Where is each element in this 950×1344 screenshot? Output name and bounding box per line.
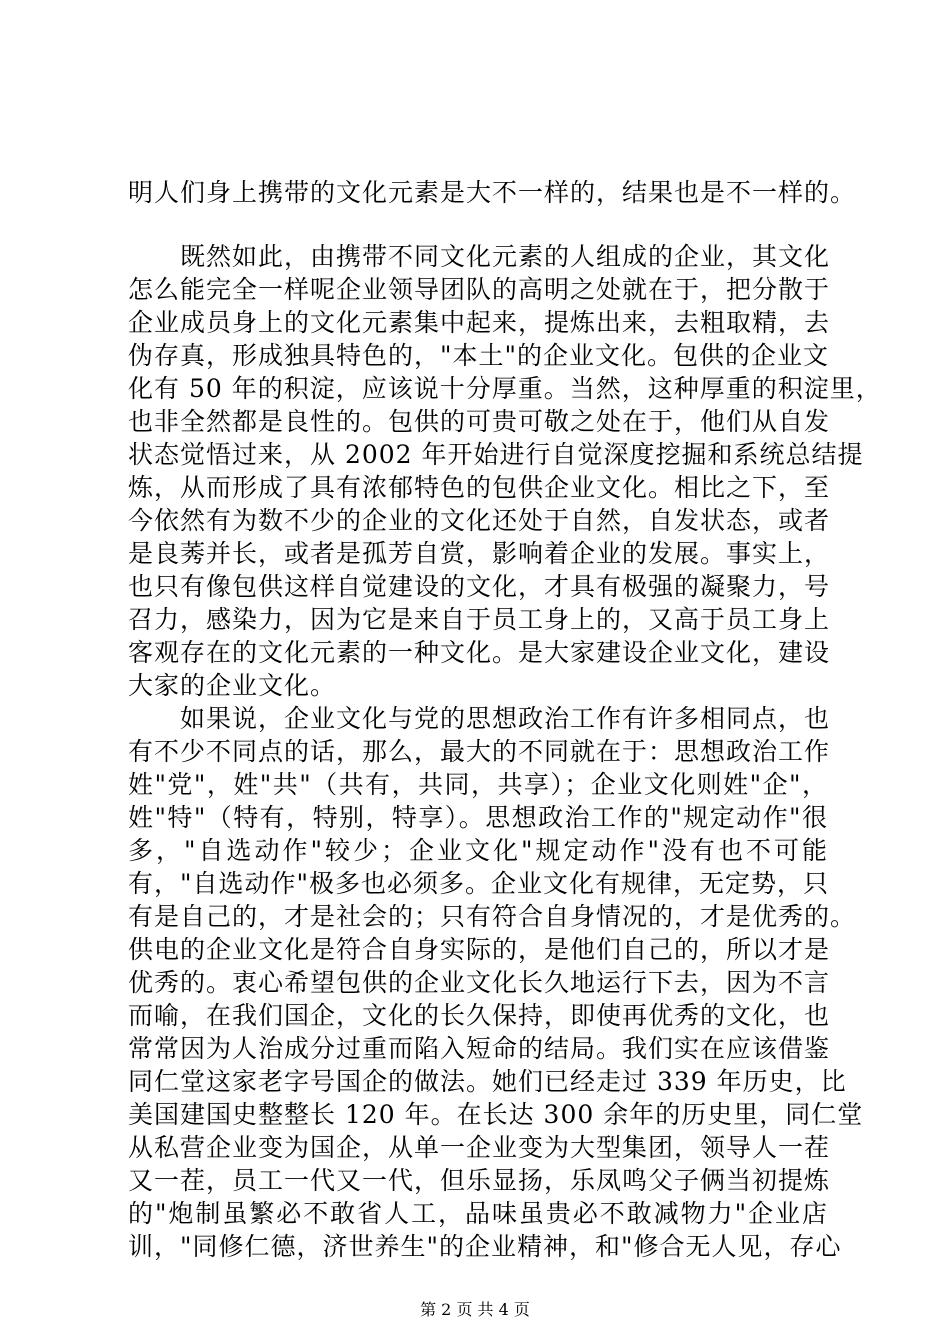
body-text-line: 化有 50 年的积淀，应该说十分厚重。当然，这种厚重的积淀里， xyxy=(128,374,882,403)
body-text-line: 多，"自选动作"较少；企业文化"规定动作"没有也不可能 xyxy=(128,836,828,865)
body-text-line: 优秀的。衷心希望包供的企业文化长久地运行下去，因为不言 xyxy=(128,968,831,997)
body-text-line: 训，"同修仁德，济世养生"的企业精神，和"修合无人见，存心 xyxy=(128,1232,842,1261)
body-text-line: 有是自己的，才是社会的；只有符合自身情况的，才是优秀的。 xyxy=(128,902,857,931)
body-text-line: 也非全然都是良性的。包供的可贵可敬之处在于，他们从自发 xyxy=(128,407,831,436)
body-text-line: 从私营企业变为国企，从单一企业变为大型集团，领导人一茬 xyxy=(128,1133,831,1162)
body-text-line: 既然如此，由携带不同文化元素的人组成的企业，其文化 xyxy=(128,242,831,271)
body-text-line: 的"炮制虽繁必不敢省人工，品味虽贵必不敢减物力"企业店 xyxy=(128,1199,828,1228)
body-text-line: 客观存在的文化元素的一种文化。是大家建设企业文化，建设 xyxy=(128,638,831,667)
body-text-line: 状态觉悟过来，从 2002 年开始进行自觉深度挖掘和系统总结提 xyxy=(128,440,864,469)
body-text-line: 大家的企业文化。 xyxy=(128,671,337,700)
body-text-line: 也只有像包供这样自觉建设的文化，才具有极强的凝聚力，号 xyxy=(128,572,831,601)
body-text-line: 有不少不同点的话，那么，最大的不同就在于：思想政治工作 xyxy=(128,737,831,766)
body-text-line: 美国建国史整整长 120 年。在长达 300 余年的历史里，同仁堂 xyxy=(128,1100,864,1129)
body-text-line: 明人们身上携带的文化元素是大不一样的，结果也是不一样的。 xyxy=(128,178,857,207)
body-text-line: 常常因为人治成分过重而陷入短命的结局。我们实在应该借鉴 xyxy=(128,1034,831,1063)
page-footer xyxy=(0,1300,950,1320)
body-text-line: 姓"党"，姓"共"（共有，共同，共享）；企业文化则姓"企"， xyxy=(128,770,828,799)
body-text-line: 企业成员身上的文化元素集中起来，提炼出来，去粗取精，去 xyxy=(128,308,831,337)
body-text-line: 如果说，企业文化与党的思想政治工作有许多相同点，也 xyxy=(128,704,831,733)
page-number-label: 第 2 页 共 4 页 xyxy=(420,1300,530,1319)
body-text-line: 炼，从而形成了具有浓郁特色的包供企业文化。相比之下，至 xyxy=(128,473,831,502)
body-text-line: 今依然有为数不少的企业的文化还处于自然，自发状态，或者 xyxy=(128,506,831,535)
body-text-line: 伪存真，形成独具特色的，"本土"的企业文化。包供的企业文 xyxy=(128,341,830,370)
body-text-line: 同仁堂这家老字号国企的做法。她们已经走过 339 年历史，比 xyxy=(128,1067,847,1096)
body-text-line: 姓"特"（特有，特别，特享）。思想政治工作的"规定动作"很 xyxy=(128,803,828,832)
body-text-line: 怎么能完全一样呢企业领导团队的高明之处就在于，把分散于 xyxy=(128,275,831,304)
body-text-line: 召力，感染力，因为它是来自于员工身上的，又高于员工身上 xyxy=(128,605,831,634)
body-text-line: 是良莠并长，或者是孤芳自赏，影响着企业的发展。事实上， xyxy=(128,539,831,568)
body-text-block xyxy=(128,240,882,1263)
body-text-line: 又一茬，员工一代又一代，但乐显扬，乐凤鸣父子俩当初提炼 xyxy=(128,1166,831,1195)
body-text-line: 有，"自选动作"极多也必须多。企业文化有规律，无定势，只 xyxy=(128,869,830,898)
body-text-line: 而喻，在我们国企，文化的长久保持，即使再优秀的文化，也 xyxy=(128,1001,831,1030)
lead-line-block xyxy=(128,176,857,209)
body-text-line: 供电的企业文化是符合自身实际的，是他们自己的，所以才是 xyxy=(128,935,831,964)
